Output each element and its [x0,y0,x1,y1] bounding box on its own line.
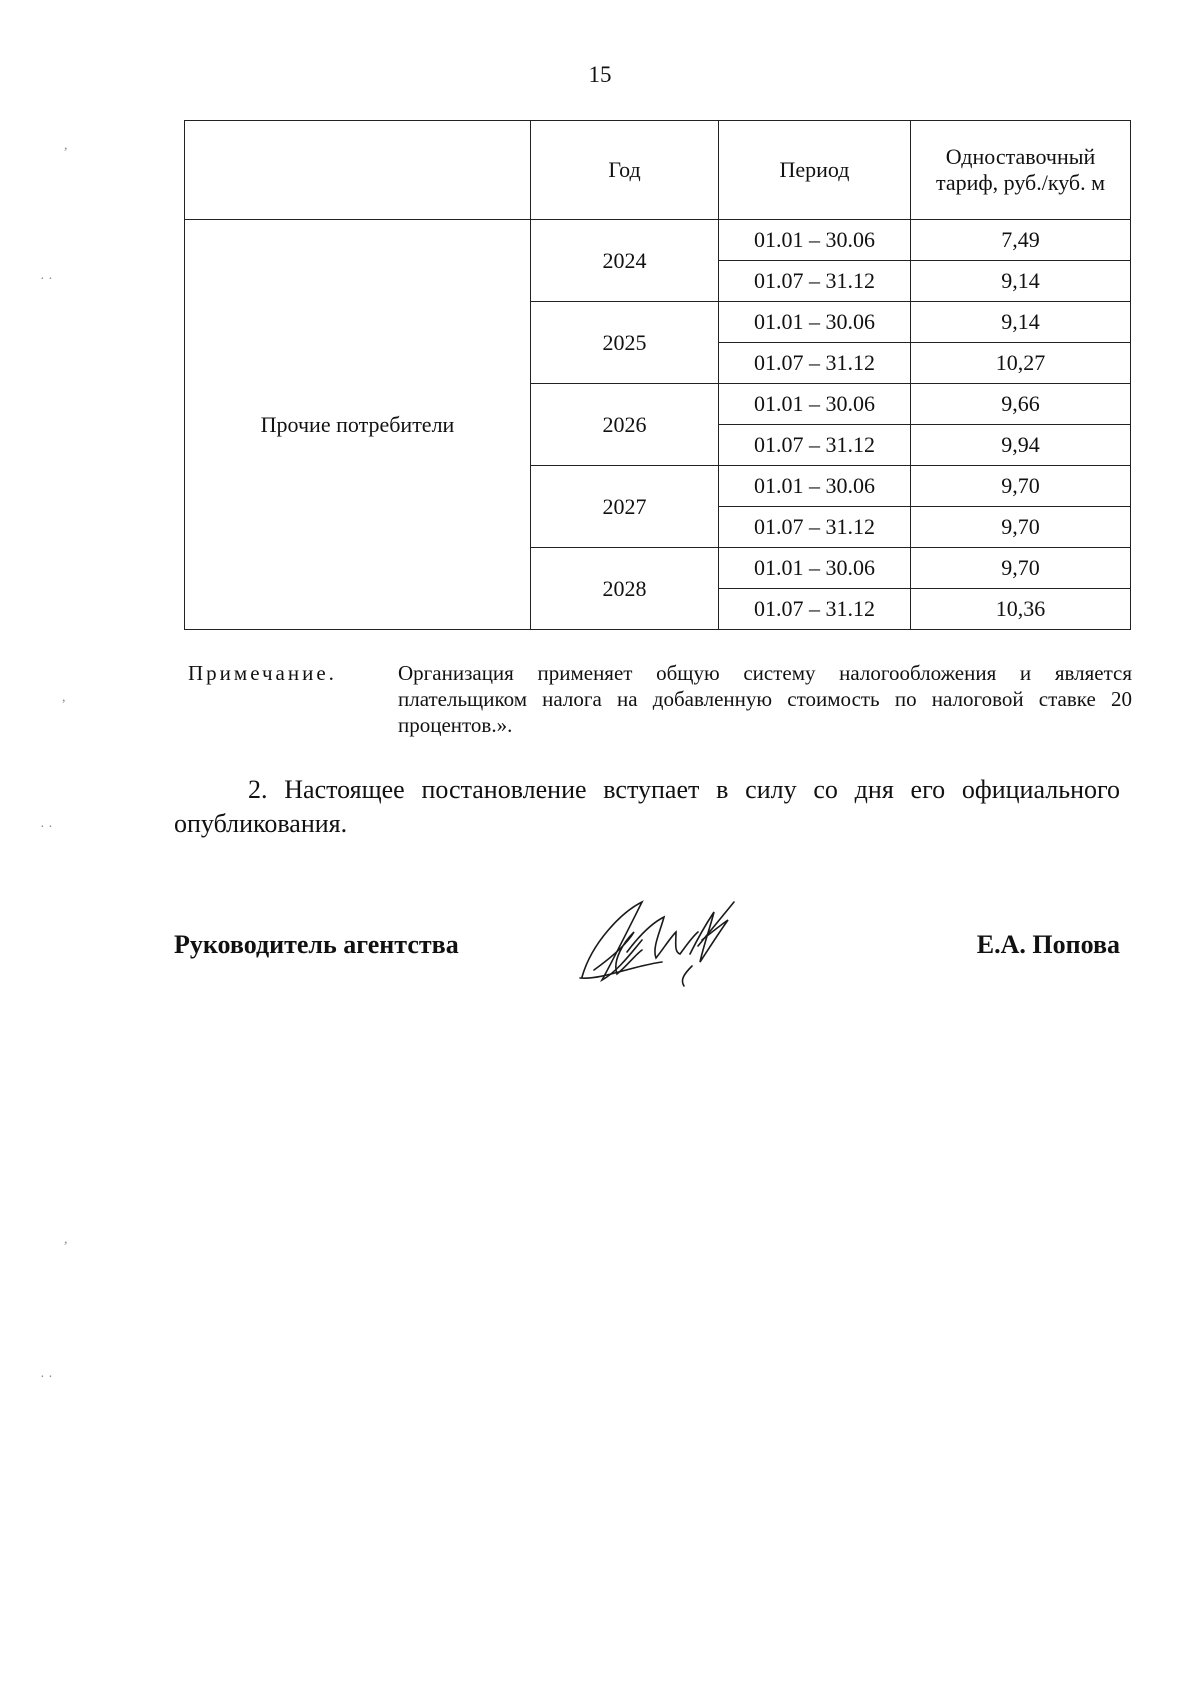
period-cell: 01.07 – 31.12 [719,425,911,466]
scan-speck: · · [40,1370,53,1385]
tariff-cell: 9,66 [911,384,1131,425]
header-consumer [185,121,531,220]
period-cell: 01.01 – 30.06 [719,466,911,507]
year-cell: 2024 [531,220,719,302]
year-cell: 2025 [531,302,719,384]
period-cell: 01.07 – 31.12 [719,261,911,302]
handwritten-signature-icon [572,882,742,992]
page-number: 15 [588,62,612,87]
signer-name: Е.А. Попова [976,930,1120,959]
period-cell: 01.01 – 30.06 [719,302,911,343]
year-cell: 2027 [531,466,719,548]
table-header-row [185,121,1131,220]
note-text: Организация применяет общую систему налогообложения и является плательщиком налога на добавленную стоимость по налоговой ставке 20 процентов.». [398,661,1132,737]
period-cell: 01.07 – 31.12 [719,343,911,384]
scan-speck: · · [40,272,53,287]
signer-position: Руководитель агентства [174,930,459,959]
year-cell: 2026 [531,384,719,466]
note [188,660,1132,738]
scan-speck: , [64,1232,68,1247]
period-cell: 01.01 – 30.06 [719,220,911,261]
period-cell: 01.07 – 31.12 [719,507,911,548]
scan-speck: , [64,138,68,153]
tariff-cell: 10,36 [911,589,1131,630]
table-row [185,220,1131,261]
scan-speck: · · [40,820,53,835]
header-period: Период [719,121,911,220]
note-label: Примечание. [188,661,337,685]
scan-speck: , [62,690,66,705]
tariff-cell: 9,70 [911,466,1131,507]
clause-paragraph: 2. Настоящее постановление вступает в силу со дня его официального опубликования. [174,775,1120,838]
tariff-cell: 7,49 [911,220,1131,261]
tariff-cell: 9,94 [911,425,1131,466]
period-cell: 01.01 – 30.06 [719,384,911,425]
period-cell: 01.01 – 30.06 [719,548,911,589]
header-tariff: Одноставочный тариф, руб./куб. м [911,121,1131,220]
tariff-cell: 9,70 [911,507,1131,548]
tariff-cell: 9,14 [911,261,1131,302]
year-cell: 2028 [531,548,719,630]
consumer-cell: Прочие потребители [185,220,531,630]
tariff-table [184,120,1131,630]
period-cell: 01.07 – 31.12 [719,589,911,630]
tariff-cell: 9,14 [911,302,1131,343]
tariff-cell: 10,27 [911,343,1131,384]
tariff-cell: 9,70 [911,548,1131,589]
header-year: Год [531,121,719,220]
